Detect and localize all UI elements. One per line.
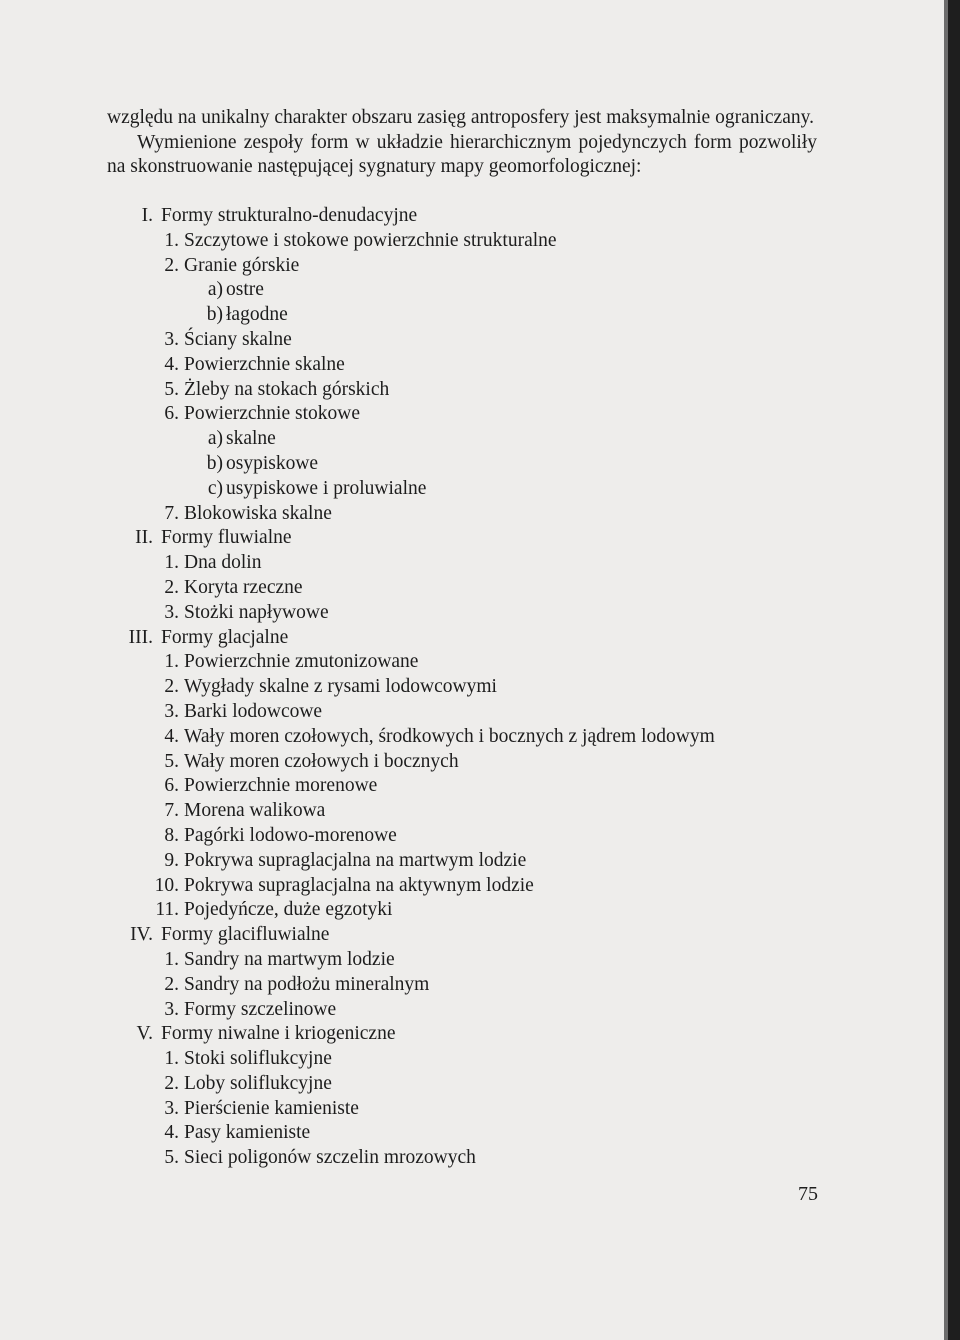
outline-item-number: 2. (164, 254, 179, 276)
outline-item-number: 7. (164, 502, 179, 524)
outline-item-text: Pokrywa supraglacjalna na martwym lodzie (184, 849, 527, 871)
outline-item-number: III. (128, 626, 153, 648)
outline-item-number: 5. (164, 1147, 179, 1169)
outline-item-number: 2. (164, 973, 179, 995)
outline-item-level-2 (0, 700, 940, 725)
outline-item-level-2 (0, 874, 940, 899)
outline-item-level-2 (0, 1097, 940, 1122)
outline-item-text: Loby soliflukcyjne (184, 1072, 332, 1094)
outline-item-number: 5. (164, 750, 179, 772)
outline-item-text: skalne (226, 428, 276, 450)
outline-item-level-2 (0, 254, 940, 279)
outline-item-text: Sandry na podłożu mineralnym (184, 973, 430, 995)
outline-item-text: Szczytowe i stokowe powierzchnie strukturalne (184, 229, 557, 251)
outline-item-text: Żleby na stokach górskich (184, 378, 390, 400)
outline-item-level-1 (0, 626, 940, 651)
outline-item-number: 1. (164, 948, 179, 970)
outline-item-level-2 (0, 750, 940, 775)
outline-item-text: Sandry na martwym lodzie (184, 948, 395, 970)
outline-item-number: b) (206, 304, 223, 326)
outline-item-level-3 (0, 452, 940, 477)
outline-item-level-2 (0, 229, 940, 254)
outline-item-level-2 (0, 675, 940, 700)
outline-item-level-2 (0, 1121, 940, 1146)
outline-item-text: Powierzchnie zmutonizowane (184, 651, 419, 673)
outline-item-number: 3. (164, 601, 179, 623)
outline-item-text: Sieci poligonów szczelin mrozowych (184, 1147, 476, 1169)
outline-item-number: 2. (164, 576, 179, 598)
outline-item-number: IV. (130, 924, 153, 946)
signature-outline (0, 204, 940, 1171)
outline-item-text: Blokowiska skalne (184, 502, 332, 524)
outline-item-number: 6. (164, 403, 179, 425)
outline-item-text: Dna dolin (184, 552, 262, 574)
outline-item-text: Morena walikowa (184, 800, 326, 822)
outline-item-level-2 (0, 601, 940, 626)
outline-item-number: 9. (164, 849, 179, 871)
outline-item-level-1 (0, 526, 940, 551)
outline-item-level-2 (0, 1072, 940, 1097)
outline-item-level-2 (0, 824, 940, 849)
outline-item-number: 3. (164, 328, 179, 350)
outline-item-level-3 (0, 303, 940, 328)
outline-item-number: a) (207, 428, 223, 450)
outline-item-number: 4. (164, 353, 179, 375)
outline-item-level-2 (0, 650, 940, 675)
outline-item-text: Powierzchnie morenowe (184, 775, 378, 797)
outline-item-level-2 (0, 849, 940, 874)
outline-item-text: Stożki napływowe (184, 601, 329, 623)
outline-item-level-2 (0, 502, 940, 527)
outline-item-text: Stoki soliflukcyjne (184, 1048, 332, 1070)
page-edge-shadow (948, 0, 960, 1340)
outline-item-text: Pasy kamieniste (184, 1122, 311, 1144)
outline-item-number: I. (141, 205, 153, 226)
outline-item-text: Wały moren czołowych i bocznych (184, 750, 459, 772)
outline-item-text: Powierzchnie stokowe (184, 403, 360, 425)
outline-item-level-2 (0, 948, 940, 973)
outline-item-number: 4. (164, 1122, 179, 1144)
outline-item-text: Wały moren czołowych, środkowych i bocznych z jądrem lodowym (184, 725, 715, 747)
outline-item-number: 3. (164, 998, 179, 1020)
outline-item-text: osypiskowe (226, 452, 319, 474)
outline-item-level-2 (0, 1047, 940, 1072)
outline-item-text: Formy szczelinowe (184, 998, 337, 1020)
outline-item-number: 3. (164, 700, 179, 722)
outline-item-text: Pokrywa supraglacjalna na aktywnym lodzie (184, 874, 534, 896)
outline-item-text: Barki lodowcowe (184, 700, 323, 722)
outline-item-level-1 (0, 1022, 940, 1047)
outline-item-level-1 (0, 204, 940, 229)
outline-item-number: 6. (164, 775, 179, 797)
outline-item-number: V. (136, 1023, 153, 1045)
outline-item-level-2 (0, 378, 940, 403)
outline-item-text: Granie górskie (184, 254, 300, 276)
intro-text (107, 106, 817, 180)
outline-item-level-2 (0, 973, 940, 998)
outline-item-level-2 (0, 551, 940, 576)
outline-item-number: 11. (155, 899, 179, 921)
outline-item-level-2 (0, 576, 940, 601)
outline-item-number: 5. (164, 378, 179, 400)
outline-item-number: 3. (164, 1097, 179, 1119)
outline-item-number: 7. (164, 800, 179, 822)
outline-item-level-2 (0, 898, 940, 923)
intro-paragraph-2: Wymienione zespoły form w układzie hierarchicznym pojedynczych form pozwoliły na skonstruowanie następującej sygnatury mapy geomorfologicznej: (107, 131, 817, 178)
outline-item-number: 1. (164, 229, 179, 251)
outline-item-level-2 (0, 725, 940, 750)
outline-item-number: c) (207, 477, 223, 499)
outline-item-level-2 (0, 353, 940, 378)
outline-item-number: II. (135, 527, 153, 549)
outline-item-number: 1. (164, 651, 179, 673)
outline-item-level-1 (0, 923, 940, 948)
outline-item-text: łagodne (226, 304, 288, 326)
outline-item-number: 2. (164, 1072, 179, 1094)
outline-item-text: Formy fluwialne (161, 527, 292, 549)
outline-item-number: a) (207, 279, 223, 301)
outline-item-text: Formy strukturalno-denudacyjne (161, 205, 418, 226)
outline-item-text: Formy glacjalne (161, 626, 289, 648)
outline-item-text: Powierzchnie skalne (184, 353, 345, 375)
outline-item-level-2 (0, 799, 940, 824)
outline-item-text: Koryta rzeczne (184, 576, 303, 598)
outline-item-text: Pierścienie kamieniste (184, 1097, 359, 1119)
outline-item-text: Wygłady skalne z rysami lodowcowymi (184, 676, 497, 698)
outline-item-text: Pojedyńcze, duże egzotyki (184, 899, 393, 921)
outline-item-level-2 (0, 328, 940, 353)
outline-item-number: b) (206, 452, 223, 474)
outline-item-text: Ściany skalne (184, 328, 292, 350)
outline-item-text: Formy glacifluwialne (161, 924, 330, 946)
outline-item-text: usypiskowe i proluwialne (226, 477, 427, 499)
outline-item-number: 10. (154, 874, 179, 896)
outline-item-number: 4. (164, 725, 179, 747)
outline-item-level-3 (0, 278, 940, 303)
intro-paragraph-1: względu na unikalny charakter obszaru zasięg antroposfery jest maksymalnie ograniczany. (107, 107, 814, 128)
outline-item-text: Formy niwalne i kriogeniczne (161, 1023, 396, 1045)
outline-item-level-2 (0, 1146, 940, 1171)
outline-item-level-3 (0, 427, 940, 452)
outline-item-level-3 (0, 477, 940, 502)
outline-item-number: 8. (164, 824, 179, 846)
outline-item-text: Pagórki lodowo-morenowe (184, 824, 397, 846)
outline-item-number: 2. (164, 676, 179, 698)
outline-item-number: 1. (164, 552, 179, 574)
outline-item-level-2 (0, 998, 940, 1023)
outline-item-level-2 (0, 402, 940, 427)
page-number: 75 (798, 1183, 818, 1205)
outline-item-number: 1. (164, 1048, 179, 1070)
outline-item-text: ostre (226, 279, 264, 301)
outline-item-level-2 (0, 774, 940, 799)
